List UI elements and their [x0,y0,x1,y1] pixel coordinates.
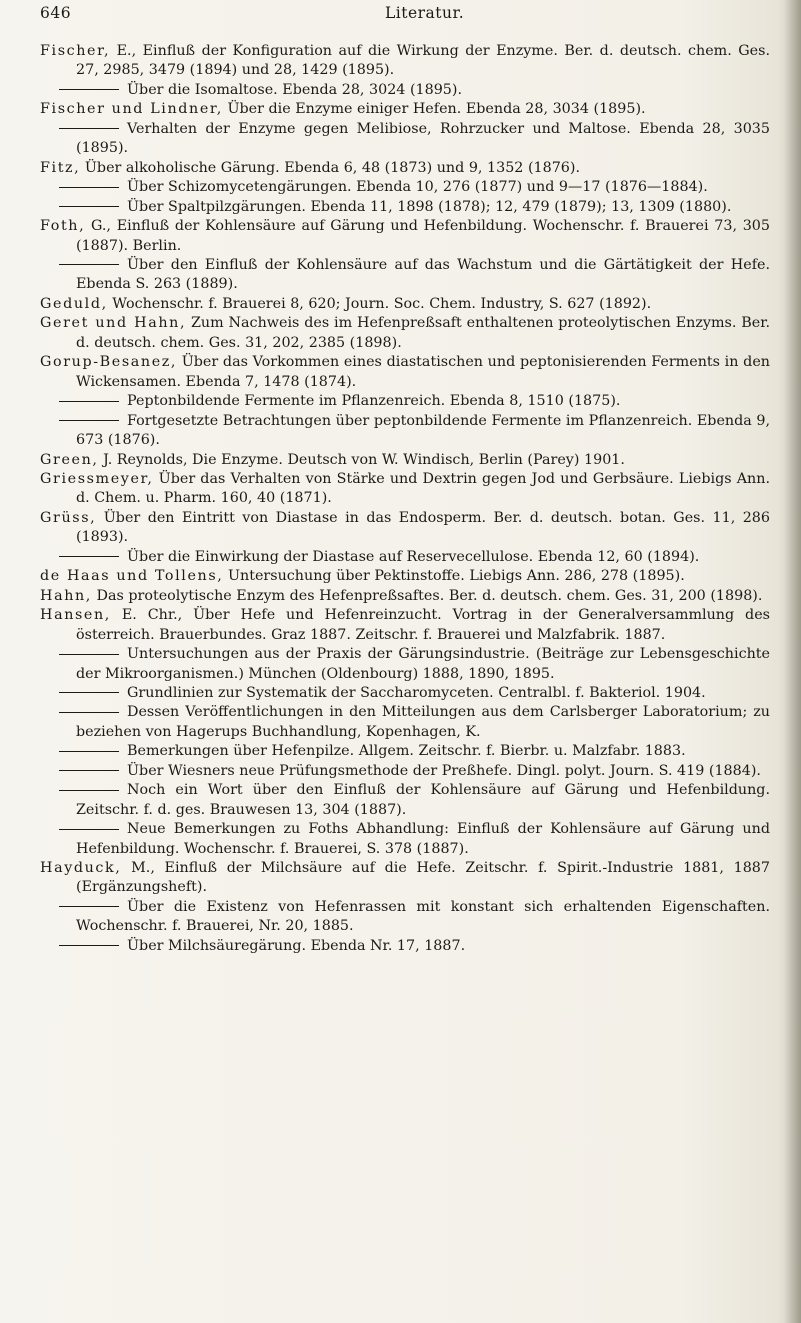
ditto-dash [59,945,119,946]
page-edge [783,0,801,1323]
entry-text: Über den Einfluß der Kohlensäure auf das Wachstum und die Gärtätigkeit der Hefe. Ebenda S. 263 (1889). [76,256,770,293]
ditto-dash [59,654,119,655]
bibliography-subentry [40,898,770,937]
bibliography-subentry [40,412,770,451]
ditto-dash [59,187,119,188]
ditto-dash [59,712,119,713]
bibliography-entry [40,470,770,509]
entry-text: Über die Einwirkung der Diastase auf Reservecellulose. Ebenda 12, 60 (1894). [127,548,700,565]
bibliography-subentry [40,684,770,703]
entry-author: Griessmeyer, [40,470,154,487]
entry-author: Foth, [40,218,86,235]
entry-text: Über das Vorkommen eines diastatischen und peptonisierenden Ferments in den Wickensamen. Ebenda 7, 1478 (1874). [76,354,770,390]
page-number: 646 [40,4,72,22]
entry-text: Zum Nachweis des im Hefenpreßsaft enthaltenen proteolytischen Enzyms. Ber. d. deutsch. chem. Ges. 31, 202, 2385 (1898). [76,315,771,351]
entry-text: Grundlinien zur Systematik der Saccharomyceten. Centralbl. f. Bakteriol. 1904. [127,684,706,701]
ditto-dash [59,770,119,771]
bibliography-entry [40,567,770,586]
ditto-dash [59,906,119,907]
ditto-dash [59,264,119,265]
ditto-dash [59,420,119,421]
entry-text: Über Schizomycetengärungen. Ebenda 10, 276 (1877) und 9—17 (1876—1884). [127,179,708,196]
entry-author: Grüss, [40,509,97,526]
bibliography-subentry [40,198,770,217]
entry-text: Über alkoholische Gärung. Ebenda 6, 48 (1873) und 9, 1352 (1876). [80,159,581,176]
entry-text: E. Chr., Über Hefe und Hefenreinzucht. Vortrag in der Generalversammlung des österreich. Brauerbundes. Graz 1887. Zeitschr. f. Brauerei und Malzfabrik. 1887. [76,607,770,643]
bibliography-subentry [40,256,770,295]
running-title: Literatur. [385,4,465,22]
bibliography-subentry [40,645,770,684]
ditto-dash [59,401,119,402]
bibliography-subentry [40,703,770,742]
entry-text: Über die Enzyme einiger Hefen. Ebenda 28, 3034 (1895). [222,101,646,118]
bibliography-subentry [40,781,770,820]
bibliography-subentry [40,820,770,859]
entry-text: Peptonbildende Fermente im Pflanzenreich. Ebenda 8, 1510 (1875). [127,393,621,410]
bibliography-subentry [40,178,770,197]
entry-author: Hayduck, [40,860,122,877]
entry-author: Fischer, [40,43,111,59]
entry-text: J. Reynolds, Die Enzyme. Deutsch von W. Windisch, Berlin (Parey) 1901. [98,451,625,468]
bibliography-subentry [40,762,770,781]
entry-text: Wochenschr. f. Brauerei 8, 620; Journ. Soc. Chem. Industry, S. 627 (1892). [107,295,652,312]
ditto-dash [59,206,119,207]
bibliography-entry [40,353,770,392]
ditto-dash [59,790,119,791]
bibliography-entry [40,159,770,178]
ditto-dash [59,89,119,90]
entry-text: Noch ein Wort über den Einfluß der Kohlensäure auf Gärung und Hefenbildung. Zeitschr. f. d. ges. Brauwesen 13, 304 (1887). [76,782,770,818]
entry-author: Geduld, [40,295,108,312]
ditto-dash [59,751,119,752]
bibliography-subentry [40,120,770,159]
ditto-dash [59,556,119,557]
ditto-dash [59,829,119,830]
entry-author: Geret und Hahn, [40,315,187,332]
entry-text: Über den Eintritt von Diastase in das Endosperm. Ber. d. deutsch. botan. Ges. 11, 286 (1893). [76,509,770,546]
entry-text: Das proteolytische Enzym des Hefenpreßsaftes. Ber. d. deutsch. chem. Ges. 31, 200 (1898). [91,587,763,604]
entry-text: Untersuchung über Pektinstoffe. Liebigs Ann. 286, 278 (1895). [223,568,685,585]
bibliography-entry [40,587,770,606]
entry-author: Hahn, [40,587,92,604]
bibliography-subentry [40,742,770,761]
bibliography-list [40,42,770,956]
entry-text: Über das Verhalten von Stärke und Dextrin gegen Jod und Gerbsäure. Liebigs Ann. d. Chem. u. Pharm. 160, 40 (1871). [76,470,770,507]
bibliography-entry [40,217,770,256]
bibliography-entry [40,100,770,119]
entry-text: Neue Bemerkungen zu Foths Abhandlung: Einfluß der Kohlensäure auf Gärung und Hefenbildung. Wochenschr. f. Brauerei, S. 378 (1887). [76,821,770,857]
bibliography-entry [40,42,770,81]
bibliography-subentry [40,81,770,100]
entry-author: Fitz, [40,159,81,176]
bibliography-subentry [40,548,770,567]
ditto-dash [59,692,119,693]
bibliography-entry [40,314,770,353]
entry-text: M., Einfluß der Milchsäure auf die Hefe. Zeitschr. f. Spirit.-Industrie 1881, 1887 (Ergänzungsheft). [76,860,770,896]
entry-text: Bemerkungen über Hefenpilze. Allgem. Zeitschr. f. Bierbr. u. Malzfabr. 1883. [127,743,686,760]
bibliography-entry [40,509,770,548]
bibliography-subentry [40,392,770,411]
ditto-dash [59,128,119,129]
page-header [0,4,801,34]
bibliography-entry [40,295,770,314]
entry-text: Über Wiesners neue Prüfungsmethode der Preßhefe. Dingl. polyt. Journ. S. 419 (1884). [127,762,761,779]
entry-text: Verhalten der Enzyme gegen Melibiose, Rohrzucker und Maltose. Ebenda 28, 3035 (1895). [76,120,770,157]
entry-text: Dessen Veröffentlichungen in den Mitteilungen aus dem Carlsberger Laboratorium; zu beziehen von Hagerups Buchhandlung, Kopenhagen, K. [76,704,770,740]
entry-text: Fortgesetzte Betrachtungen über peptonbildende Fermente im Pflanzenreich. Ebenda 9, 673 (1876). [76,412,770,449]
entry-text: Untersuchungen aus der Praxis der Gärungsindustrie. (Beiträge zur Lebensgeschichte der Mikroorganismen.) München (Oldenbourg) 1888, 1890, 1895. [76,646,770,682]
bibliography-entry [40,859,770,898]
entry-text: E., Einfluß der Konfiguration auf die Wirkung der Enzyme. Ber. d. deutsch. chem. Ges. 27, 2985, 3479 (1894) und 28, 1429 (1895). [76,43,770,79]
entry-author: Hansen, [40,607,111,624]
bibliography-subentry [40,937,770,956]
entry-text: Über die Existenz von Hefenrassen mit konstant sich erhaltenden Eigenschaften. Wochenschr. f. Brauerei, Nr. 20, 1885. [76,898,770,935]
entry-text: Über Spaltpilzgärungen. Ebenda 11, 1898 (1878); 12, 479 (1879); 13, 1309 (1880). [127,198,732,215]
bibliography-entry [40,451,770,470]
entry-text: Über Milchsäuregärung. Ebenda Nr. 17, 1887. [127,937,466,954]
entry-text: G., Einfluß der Kohlensäure auf Gärung und Hefenbildung. Wochenschr. f. Brauerei 73, 305 (1887). Berlin. [76,218,770,254]
bibliography-entry [40,606,770,645]
entry-author: Green, [40,451,99,468]
entry-author: Gorup-Besanez, [40,354,178,371]
entry-author: Fischer und Lindner, [40,101,223,118]
entry-text: Über die Isomaltose. Ebenda 28, 3024 (1895). [127,81,463,98]
entry-author: de Haas und Tollens, [40,568,224,585]
